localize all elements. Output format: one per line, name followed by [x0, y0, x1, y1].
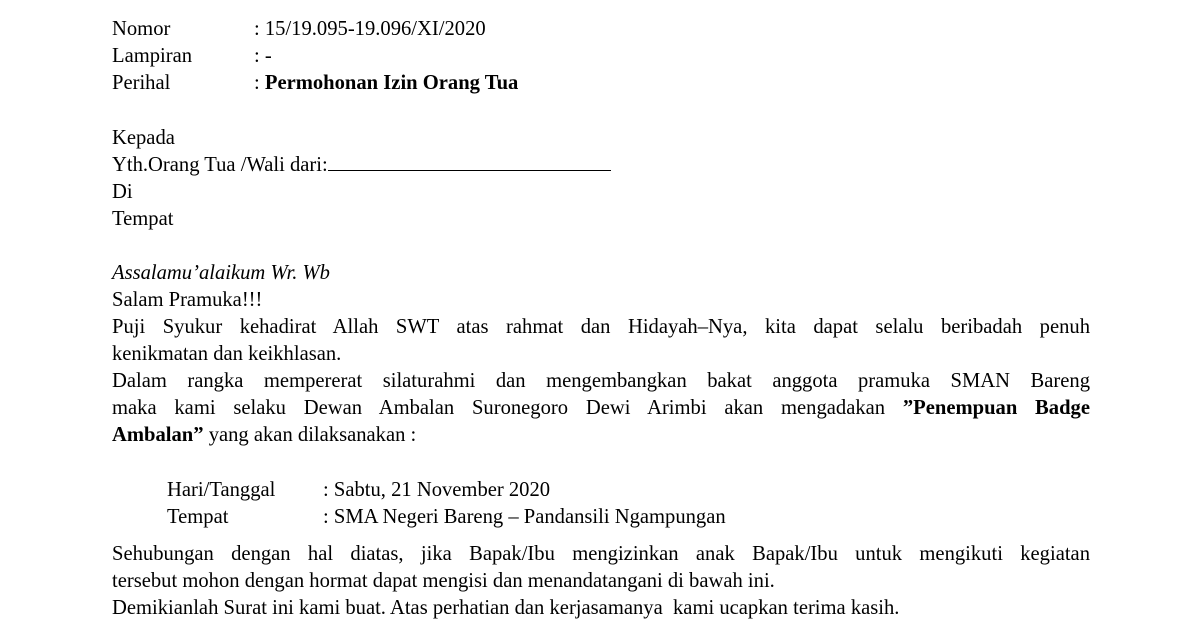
hari-row: [167, 477, 550, 504]
greeting: Assalamu’alaikum Wr. Wb: [112, 262, 330, 284]
paragraph-2-line-2: [112, 395, 1090, 422]
kepada-line: Kepada: [112, 127, 175, 149]
paragraph-2-line-2-text: maka kami selaku Dewan Ambalan Suronegoro Dewi Arimbi akan mengadakan: [112, 397, 886, 419]
hari-value: : Sabtu, 21 November 2020: [323, 479, 551, 501]
lampiran-value: : -: [254, 45, 272, 67]
paragraph-1-line-2: kenikmatan dan keikhlasan.: [112, 343, 342, 365]
tempat-line: Tempat: [112, 208, 174, 230]
closing-1-line-1: Sehubungan dengan hal diatas, jika Bapak/Ibu mengizinkan anak Bapak/Ibu untuk mengikuti kegiatan: [112, 543, 1090, 565]
nomor-value: : 15/19.095-19.096/XI/2020: [254, 18, 486, 40]
paragraph-1-line-1: Puji Syukur kehadirat Allah SWT atas rahmat dan Hidayah–Nya, kita dapat selalu beribadah penuh: [112, 316, 1090, 338]
perihal-label: Perihal: [112, 72, 171, 94]
yth-row: [112, 152, 611, 179]
event-tempat-label: Tempat: [167, 506, 229, 528]
hari-label: Hari/Tanggal: [167, 479, 276, 501]
di-line: Di: [112, 181, 133, 203]
yth-label: Yth.Orang Tua /Wali dari:: [112, 154, 328, 176]
paragraph-2-line-3: [112, 422, 416, 449]
nomor-row: [112, 16, 486, 43]
paragraph-2-line-1: Dalam rangka mempererat silaturahmi dan mengembangkan bakat anggota pramuka SMAN Bareng: [112, 370, 1090, 392]
wali-name-blank-line: [328, 152, 611, 171]
event-tempat-row: [167, 504, 726, 531]
event-tempat-value: : SMA Negeri Bareng – Pandansili Ngampungan: [323, 506, 726, 528]
event-name-end: Ambalan”: [112, 424, 204, 446]
closing-2: Demikianlah Surat ini kami buat. Atas perhatian dan kerjasamanya kami ucapkan terima kasih.: [112, 597, 900, 619]
paragraph-2-line-3-text: yang akan dilaksanakan :: [203, 424, 417, 446]
perihal-colon: :: [254, 72, 265, 94]
lampiran-row: [112, 43, 272, 70]
perihal-value: Permohonan Izin Orang Tua: [264, 72, 519, 94]
perihal-row: [112, 70, 518, 97]
nomor-label: Nomor: [112, 18, 171, 40]
salam-pramuka: Salam Pramuka!!!: [112, 289, 263, 311]
lampiran-label: Lampiran: [112, 45, 193, 67]
event-name-start: ”Penempuan Badge: [902, 397, 1090, 419]
closing-1-line-2: tersebut mohon dengan hormat dapat mengisi dan menandatangani di bawah ini.: [112, 570, 775, 592]
